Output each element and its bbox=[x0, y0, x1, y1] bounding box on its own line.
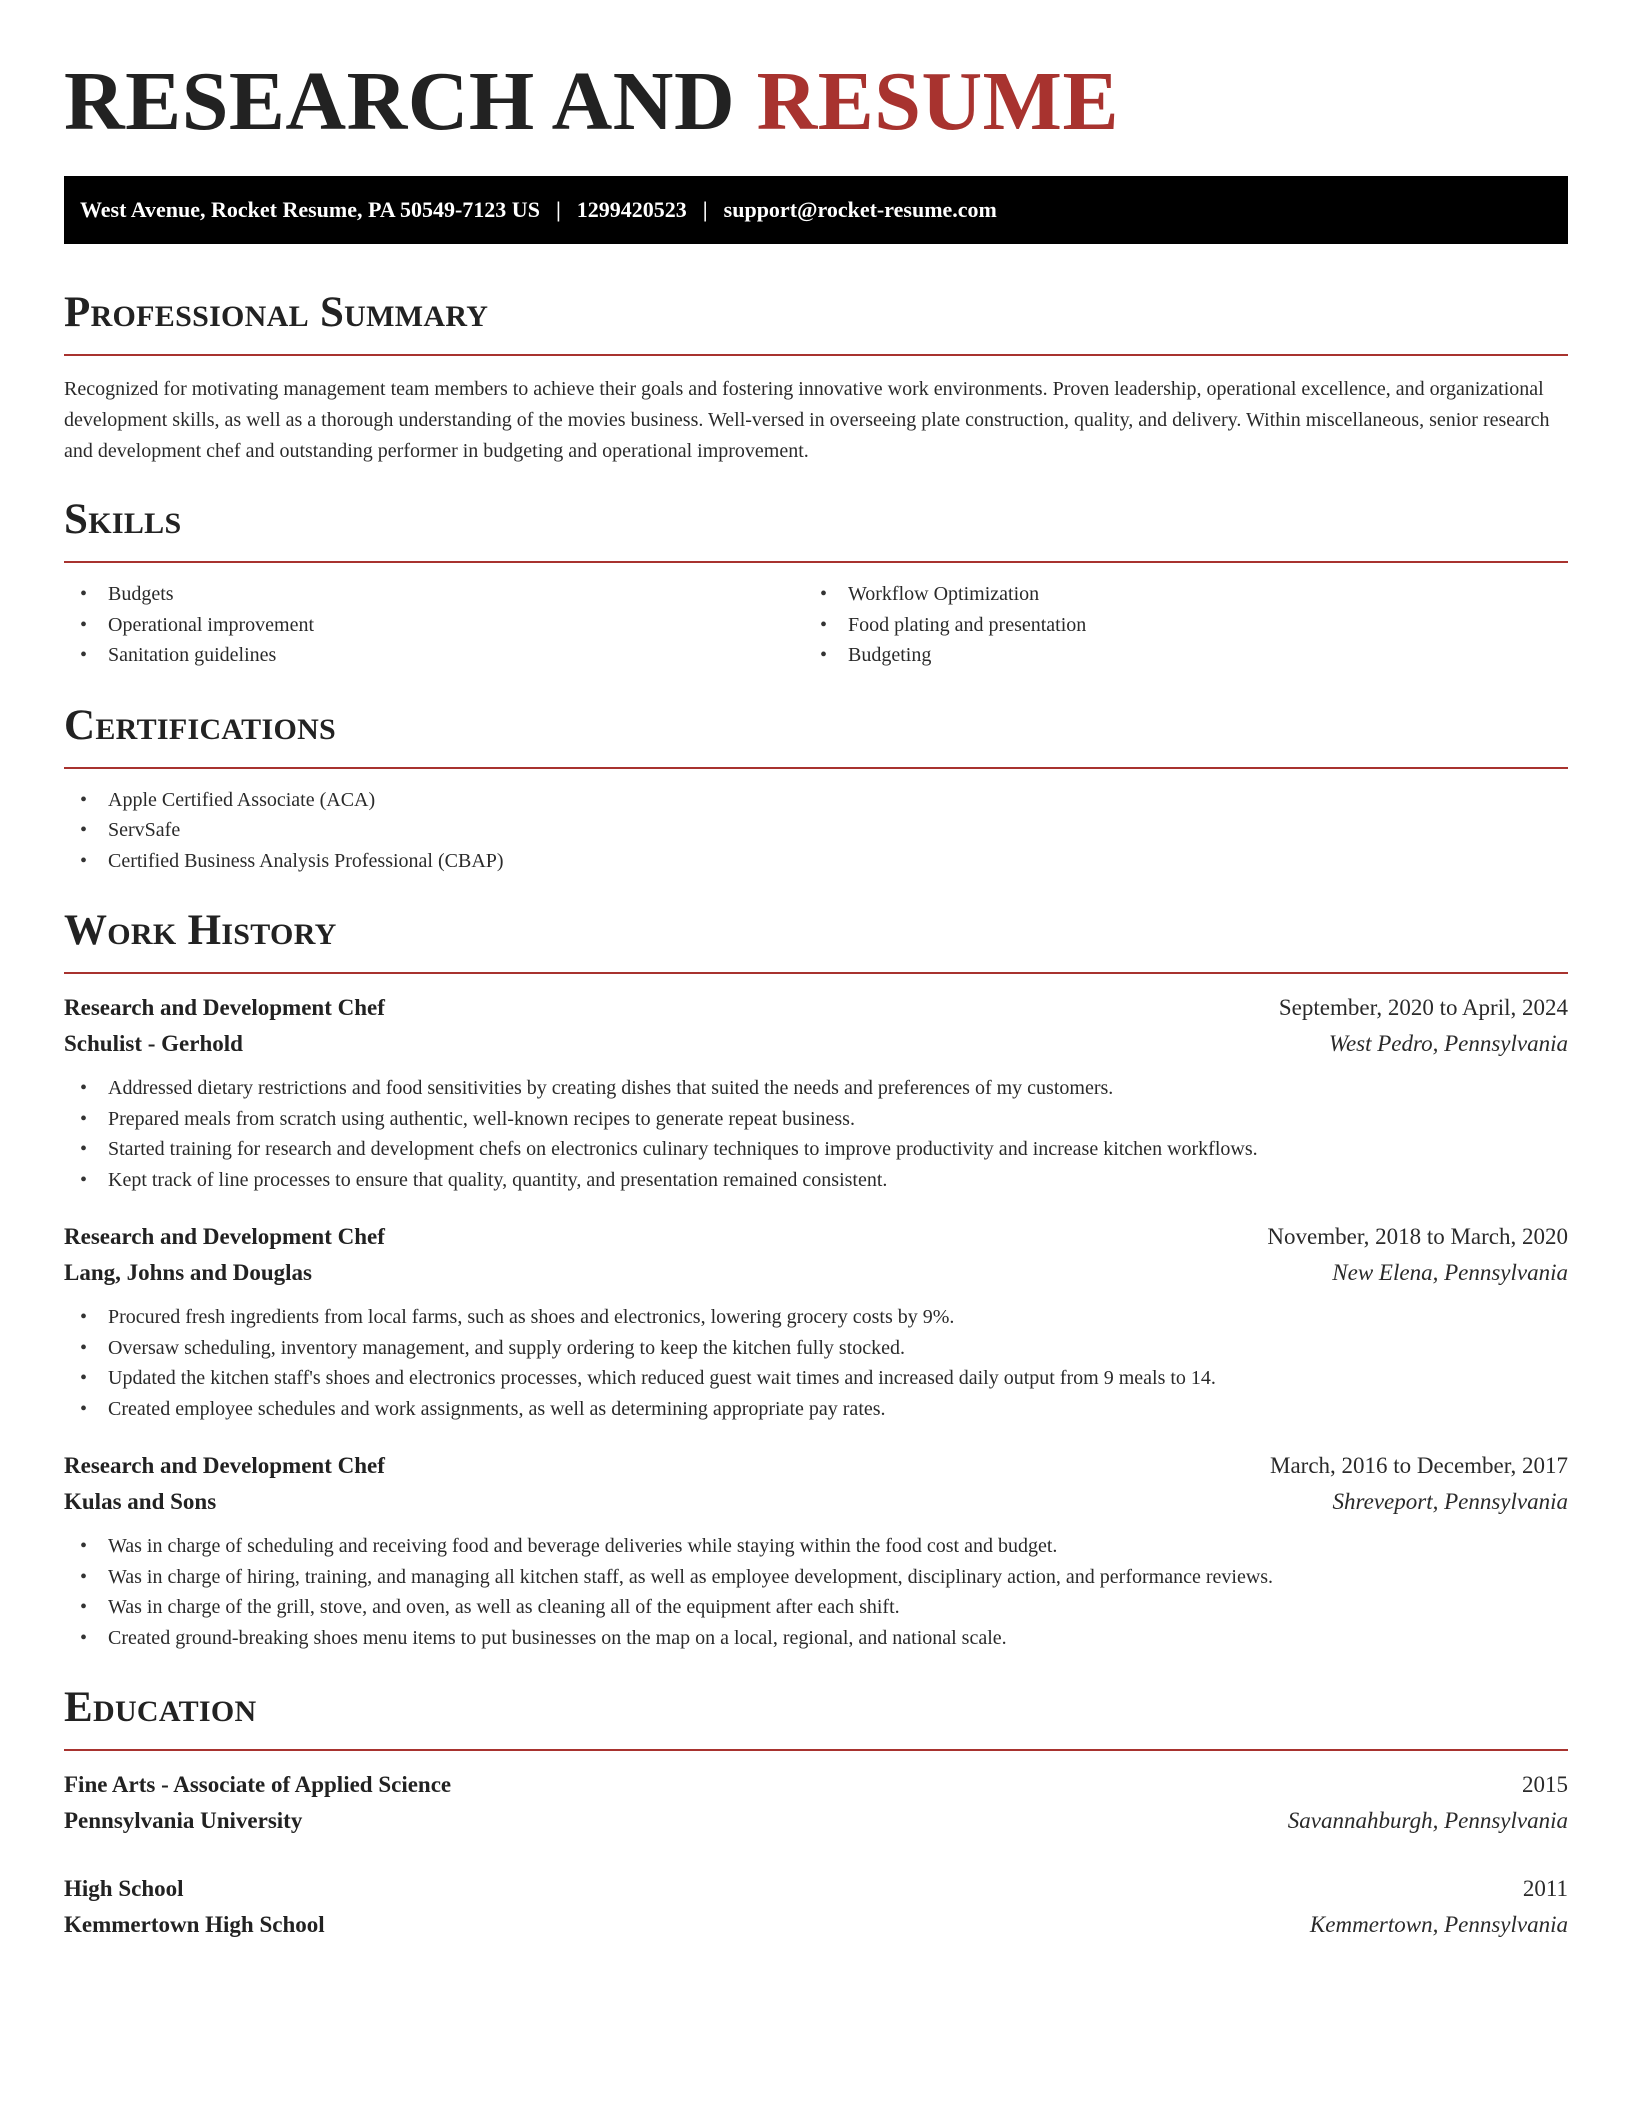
contact-bar bbox=[64, 176, 1568, 244]
job-duty: • Created employee schedules and work assignments, as well as determining appropriate pay rates. bbox=[64, 1394, 1568, 1425]
summary-section bbox=[64, 288, 1568, 467]
job-location: New Elena, Pennsylvania bbox=[1332, 1260, 1568, 1285]
contact-phone: 1299420523 bbox=[576, 197, 687, 222]
certification-item: • ServSafe bbox=[64, 815, 1568, 846]
skill-item: • Food plating and presentation bbox=[804, 610, 1544, 641]
education-entry bbox=[64, 1871, 1568, 1943]
job-location: West Pedro, Pennsylvania bbox=[1328, 1031, 1568, 1056]
job-subheader bbox=[64, 1026, 1568, 1062]
skill-item: • Budgets bbox=[64, 579, 804, 610]
skills-heading: Skills bbox=[64, 496, 182, 543]
job-duty: • Procured fresh ingredients from local farms, such as shoes and electronics, lowering grocery costs by 9%. bbox=[64, 1302, 1568, 1333]
job-title: Research and Development Chef bbox=[64, 1453, 385, 1478]
work-history-heading: Work History bbox=[64, 907, 337, 954]
section-divider bbox=[64, 561, 1568, 563]
job-location: Shreveport, Pennsylvania bbox=[1332, 1489, 1568, 1514]
job-entry bbox=[64, 1219, 1568, 1424]
job-duty: • Addressed dietary restrictions and food sensitivities by creating dishes that suited the needs and preferences of my customers. bbox=[64, 1073, 1568, 1104]
job-duties bbox=[64, 1073, 1568, 1195]
skills-grid bbox=[64, 579, 1568, 671]
education-header bbox=[64, 1767, 1568, 1803]
job-company: Schulist - Gerhold bbox=[64, 1031, 243, 1056]
summary-heading: Professional Summary bbox=[64, 289, 489, 336]
education-subheader bbox=[64, 1907, 1568, 1943]
education-header bbox=[64, 1871, 1568, 1907]
job-company: Kulas and Sons bbox=[64, 1489, 217, 1514]
job-duty: • Was in charge of scheduling and receiving food and beverage deliveries while staying within the food cost and budget. bbox=[64, 1531, 1568, 1562]
job-title: Research and Development Chef bbox=[64, 1224, 385, 1249]
skills-list-left bbox=[64, 579, 804, 671]
name-part-accent: RESUME bbox=[756, 55, 1119, 148]
contact-separator: | bbox=[702, 197, 708, 222]
contact-address: West Avenue, Rocket Resume, PA 50549-7123 US bbox=[80, 197, 540, 222]
certifications-heading: Certifications bbox=[64, 701, 337, 749]
work-history-section bbox=[64, 906, 1568, 1653]
job-duty: • Kept track of line processes to ensure that quality, quantity, and presentation remained consistent. bbox=[64, 1165, 1568, 1196]
education-degree: Fine Arts - Associate of Applied Science bbox=[64, 1772, 452, 1797]
skill-item: • Workflow Optimization bbox=[804, 579, 1544, 610]
skill-item: • Operational improvement bbox=[64, 610, 804, 641]
job-duty: • Started training for research and development chefs on electronics culinary techniques to improve productivity and increase kitchen workflows. bbox=[64, 1134, 1568, 1165]
job-dates: November, 2018 to March, 2020 bbox=[1267, 1224, 1568, 1249]
education-entry bbox=[64, 1767, 1568, 1839]
job-duty: • Created ground-breaking shoes menu items to put businesses on the map on a local, regional, and national scale. bbox=[64, 1623, 1568, 1654]
certification-item: • Apple Certified Associate (ACA) bbox=[64, 785, 1568, 816]
education-section bbox=[64, 1683, 1568, 1943]
job-header bbox=[64, 1448, 1568, 1484]
skill-item: • Budgeting bbox=[804, 640, 1544, 671]
certification-item: • Certified Business Analysis Professional (CBAP) bbox=[64, 846, 1568, 877]
summary-text: Recognized for motivating management team members to achieve their goals and fostering innovative work environments. Proven leadership, operational excellence, and organizational development skills, as well as a thorough understanding of the movies business. Well-versed in overseeing plate construction, quality, and delivery. Within miscellaneous, senior research and development chef and outstanding performer in budgeting and operational improvement. bbox=[64, 378, 1550, 462]
job-duties bbox=[64, 1531, 1568, 1653]
job-entry bbox=[64, 990, 1568, 1195]
education-subheader bbox=[64, 1803, 1568, 1839]
job-subheader bbox=[64, 1484, 1568, 1520]
section-divider bbox=[64, 767, 1568, 769]
job-header bbox=[64, 1219, 1568, 1255]
section-divider bbox=[64, 1749, 1568, 1751]
section-divider bbox=[64, 354, 1568, 356]
contact-separator: | bbox=[555, 197, 561, 222]
education-location: Savannahburgh, Pennsylvania bbox=[1287, 1808, 1568, 1833]
section-divider bbox=[64, 972, 1568, 974]
job-subheader bbox=[64, 1255, 1568, 1291]
job-duty: • Oversaw scheduling, inventory management, and supply ordering to keep the kitchen fully stocked. bbox=[64, 1333, 1568, 1364]
education-year: 2011 bbox=[1522, 1876, 1568, 1901]
job-title: Research and Development Chef bbox=[64, 995, 385, 1020]
education-school: Pennsylvania University bbox=[64, 1808, 303, 1833]
education-degree: High School bbox=[64, 1876, 184, 1901]
job-dates: September, 2020 to April, 2024 bbox=[1278, 995, 1568, 1020]
job-duty: • Prepared meals from scratch using authentic, well-known recipes to generate repeat business. bbox=[64, 1104, 1568, 1135]
name-part-dark: RESEARCH AND bbox=[64, 55, 736, 148]
job-company: Lang, Johns and Douglas bbox=[64, 1260, 312, 1285]
skill-item: • Sanitation guidelines bbox=[64, 640, 804, 671]
education-location: Kemmertown, Pennsylvania bbox=[1309, 1912, 1568, 1937]
education-heading: Education bbox=[64, 1684, 257, 1731]
job-duties bbox=[64, 1302, 1568, 1424]
education-year: 2015 bbox=[1522, 1772, 1568, 1797]
job-dates: March, 2016 to December, 2017 bbox=[1270, 1453, 1568, 1478]
resume-name bbox=[64, 52, 1568, 152]
certifications-list bbox=[64, 785, 1568, 877]
job-duty: • Was in charge of hiring, training, and managing all kitchen staff, as well as employee development, disciplinary action, and performance reviews. bbox=[64, 1562, 1568, 1593]
skills-list-right bbox=[804, 579, 1544, 671]
education-school: Kemmertown High School bbox=[64, 1912, 325, 1937]
job-duty: • Updated the kitchen staff's shoes and electronics processes, which reduced guest wait times and increased daily output from 9 meals to 14. bbox=[64, 1363, 1568, 1394]
contact-email: support@rocket-resume.com bbox=[723, 197, 997, 222]
job-duty: • Was in charge of the grill, stove, and oven, as well as cleaning all of the equipment after each shift. bbox=[64, 1592, 1568, 1623]
certifications-section bbox=[64, 701, 1568, 877]
skills-section bbox=[64, 495, 1568, 671]
job-header bbox=[64, 990, 1568, 1026]
job-entry bbox=[64, 1448, 1568, 1653]
